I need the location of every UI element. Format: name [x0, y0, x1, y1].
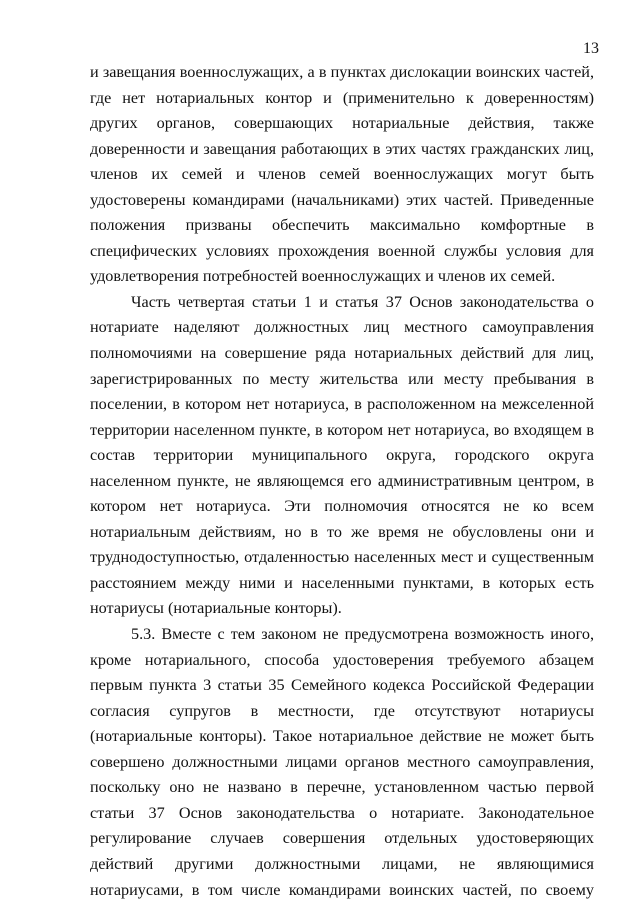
paragraph-notary-powers: Часть четвертая статьи 1 и статья 37 Основ законодательства о нотариате наделяют должностных лиц местного самоуправления полномочиями на совершение ряда нотариальных действий для лиц, зарегистрированных по месту жительства или месту пребывания в поселении, в котором нет нотариуса, в расположенном на межселенной территории населенном пункте, в котором нет нотариуса, во входящем в состав территории муниципального округа, городского округа населенном пункте, не являющемся его административным центром, в котором нет нотариуса. Эти полномочия относятся не ко всем нотариальным действиям, но в то же время не обусловлены они и труднодоступностью, отдаленностью населенных мест и существенным расстоянием между ними и населенными пунктами, в которых есть нотариусы (нотариальные конторы). — [90, 292, 594, 618]
page-number: 13 — [583, 40, 599, 57]
paragraph-continuation: и завещания военнослужащих, а в пунктах дислокации воинских частей, где нет нотариальных контор и (применительно к доверенностям) других органов, совершающих нотариальные действия, также доверенности и завещания работающих в этих частях гражданских лиц, членов их семей и членов семей военнослужащих могут быть удостоверены командирами (начальниками) этих частей. Приведенные положения призваны обеспечить максимально комфортные в специфических условиях прохождения военной службы условия для удовлетворения потребностей военнослужащих и членов их семей. — [90, 63, 594, 286]
document-body — [90, 60, 594, 903]
paragraph-section-5-3: 5.3. Вместе с тем законом не предусмотрена возможность иного, кроме нотариального, способа удостоверения требуемого абзацем первым пункта 3 статьи 35 Семейного кодекса Российской Федерации согласия супругов в местности, где отсутствуют нотариусы (нотариальные конторы). Такое нотариальное действие не может быть совершено должностными лицами органов местного самоуправления, поскольку оно не названо в перечне, установленном частью первой статьи 37 Основ законодательства о нотариате. Законодательное регулирование случаев совершения отдельных удостоверяющих действий другими должностными лицами, не являющимися нотариусами, в том числе командирами воинских частей, по своему — [90, 625, 594, 899]
